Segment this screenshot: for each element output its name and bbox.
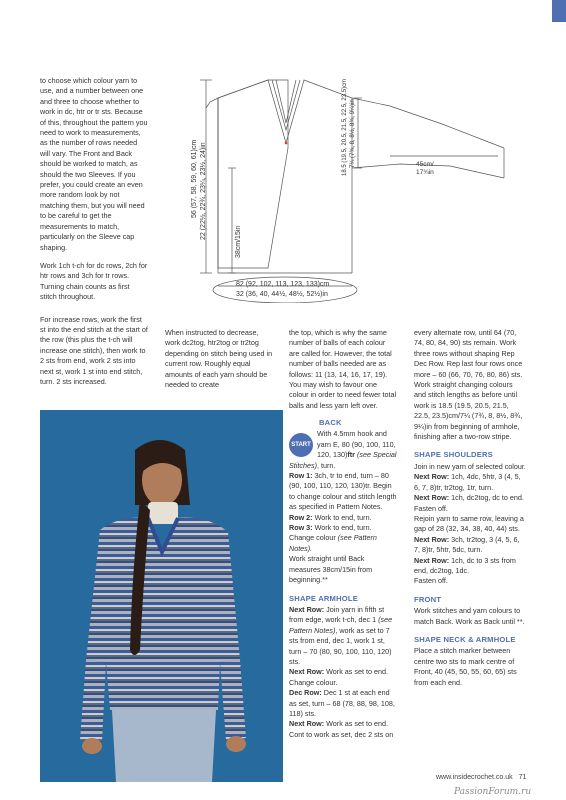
shoulders-n4-text: 1ch, dc to 3 sts from end, dc2tog, 1dc. [414, 555, 516, 575]
armhole-heading: SHAPE ARMHOLE [289, 593, 358, 603]
row3-note: (see Pattern Notes). [289, 533, 377, 553]
watermark: PassionForum.ru [454, 787, 532, 797]
body-label: 38cm/15in [235, 225, 242, 258]
shoulders-n2-label: Next Row: [414, 493, 450, 503]
shoulders-rejoin: Rejoin yarn to same row, leaving a gap of 28 (32, 34, 38, 40, 44) sts. [414, 513, 524, 534]
armhole-next3-label: Next Row: [289, 719, 325, 729]
armhole-next2-label: Next Row: [289, 667, 325, 677]
decrease-column [165, 328, 275, 398]
turtleneck [148, 502, 178, 524]
neck-heading: SHAPE NECK & ARMHOLE [414, 634, 516, 644]
footer-site: www.insidecrochet.co.uk [436, 774, 513, 781]
front-body: Work stitches and yarn colours to match Back. Work as Back until **. [414, 606, 525, 626]
armhole-label-1: 18.5 (19.5, 20.5, 21.5, 22.5, 23.5)cm [342, 78, 348, 176]
width-label-2: 32 (36, 40, 44½, 48½, 52½)in [236, 291, 328, 298]
right-column [414, 328, 526, 688]
back-straight: Work straight until Back measures 38cm/15in from beginning.** [289, 554, 373, 585]
page-number: 71 [518, 774, 527, 781]
decrease-paragraph: When instructed to decrease, work dc2tog, htr2tog or tr2tog depending on stitch being used in current row. Roughly equal amounts of each yarn should be needed to create [165, 328, 273, 390]
armhole-dec-label: Dec Row: [289, 688, 322, 698]
row2-text: Work to end, turn. [314, 512, 372, 522]
armhole-next1-label: Next Row: [289, 604, 325, 614]
page-footer [436, 774, 526, 781]
armhole-next1-text: Join yarn in fifth st from edge, work t-ch, dec 1 [289, 604, 385, 625]
back-intro-note: (see Special Stitches) [289, 450, 397, 470]
width-label-1: 82 (92, 102, 113, 123, 133)cm [236, 281, 330, 288]
intro-paragraph-1: to choose which colour yarn to use, and a number between one and three to choose whether to work in dc, htr or tr sts. Because of this, throughout the pattern you need to work to measurements, as the number of rows needed will vary. The Front and Back should be worked to match, as should the two Sleeves. If you prefer, you could create an even more random look by not matching them, but you will need to be careful to get the measurements to match, particularly on the Sleeve cap shaping. [40, 76, 148, 252]
armhole-next2-text: Work as set to end. Change colour. [289, 667, 388, 687]
back-intro-stitch: ftr [347, 450, 355, 460]
garment-schematic [180, 68, 510, 303]
height-label-1: 56 (57, 58, 59, 60, 61)cm [191, 139, 198, 218]
start-badge: START [289, 433, 313, 457]
back-intro-end: , turn. [316, 460, 336, 470]
shoulders-heading: SHAPE SHOULDERS [414, 450, 493, 460]
balls-column [289, 328, 397, 419]
armhole-next3-text: Work as set to end. Cont to work as set, dec 2 sts on [289, 719, 394, 739]
back-intro: With 4.5mm hook and yarn E, 80 (90, 100, 110, 120, 130) [317, 429, 396, 460]
shoulders-intro: Join in new yarn of selected colour. [414, 461, 526, 471]
row3-label: Row 3: [289, 523, 313, 533]
row2-label: Row 2: [289, 512, 313, 522]
jeans [112, 710, 216, 782]
centre-marker [285, 142, 288, 145]
intro-column [40, 76, 148, 395]
armhole-next1-end: , work as set to 7 sts from end, dec 1, work 1 st, turn – 70 (80, 90, 100, 110, 120) sts. [289, 625, 392, 666]
armhole-dec-text: Dec 1 st at each end as set, turn – 68 (78, 88, 98, 108, 118) sts. [289, 688, 395, 718]
model-photo [40, 410, 283, 782]
row1-label: Row 1: [289, 471, 313, 481]
balls-paragraph: the top, which is why the same number of balls of each colour are called for. However, the total number of balls needed are as follows: 11 (13, 14, 16, 17, 19). You may wish to favour one colour in order to need fewer total balls and less yarn left over. [289, 328, 397, 410]
shoulders-n3-label: Next Row: [414, 534, 450, 544]
neck-body: Place a stitch marker between centre two sts to mark centre of Front, 40 (45, 50, 55, 60, 65) sts from each end. [414, 646, 517, 687]
sleeve-label-1: 45cm/ [416, 161, 434, 168]
photo-illustration [40, 410, 283, 782]
back-column [289, 418, 397, 740]
back-heading: BACK [319, 418, 342, 427]
shoulders-n2-text: 1ch, dc2tog, dc to end. [451, 493, 524, 503]
armhole-label-2: 7¼ (7¾, 8, 8½, 8¾, 9¼)in [350, 99, 356, 168]
intro-paragraph-2: Work 1ch t-ch for dc rows, 2ch for htr rows and 3ch for tr rows. Turning chain counts as first stitch throughout. [40, 260, 148, 302]
right-paragraph: every alternate row, until 64 (70, 74, 80, 84, 90) sts remain. Work three rows without shaping Rep Dec Row. Rep last four rows once more – 60 (66, 70, 76, 80, 86) sts. Work straight changing colours and stitch lengths as before until work is 18.5 (19.5, 20.5, 21.5, 22.5, 23.5)cm/7¼ (7¾, 8, 8½, 8¾, 9¼)in from beginning of armhole, finishing after a two-row stripe. [414, 328, 523, 442]
height-label-2: 22 (22½, 22¾, 23¼, 23½, 24)in [200, 142, 207, 240]
sleeve-label-2: 17¾in [416, 169, 434, 176]
shoulders-n3-text: 3ch, tr2tog, 3 (4, 5, 6, 7, 8)tr, 5htr, 5dc, turn. [414, 534, 520, 555]
armhole-next1-note: (see Pattern Notes) [289, 615, 393, 635]
intro-paragraph-3: For increase rows, work the first st into the end stitch at the start of the row (this plus the t-ch will increase one stitch), then work to 2 sts from end, work 2 sts into next st, work 1 st into end stitch, turn. 2 sts increased. [40, 314, 148, 386]
body-left-edge [218, 80, 288, 268]
shoulders-n1-label: Next Row: [414, 472, 450, 482]
row1-text: 3ch, tr to end, turn – 80 (90, 100, 110, 120, 130)tr. Begin to change colour and stitch length as specified in Pattern Notes. [289, 471, 397, 512]
row3-text: Work to end, turn. Change colour [289, 523, 372, 543]
shoulders-fasten-2: Fasten off. [414, 576, 448, 586]
shoulders-n1-text: 1ch, 4dc, 5htr, 3 (4, 5, 6, 7, 8)tr, tr2tog, 1tr, turn. [414, 472, 521, 492]
front-heading: FRONT [414, 594, 442, 604]
shoulders-fasten-1: Fasten off. [414, 503, 448, 513]
section-tab [552, 0, 566, 22]
shoulders-n4-label: Next Row: [414, 555, 450, 565]
